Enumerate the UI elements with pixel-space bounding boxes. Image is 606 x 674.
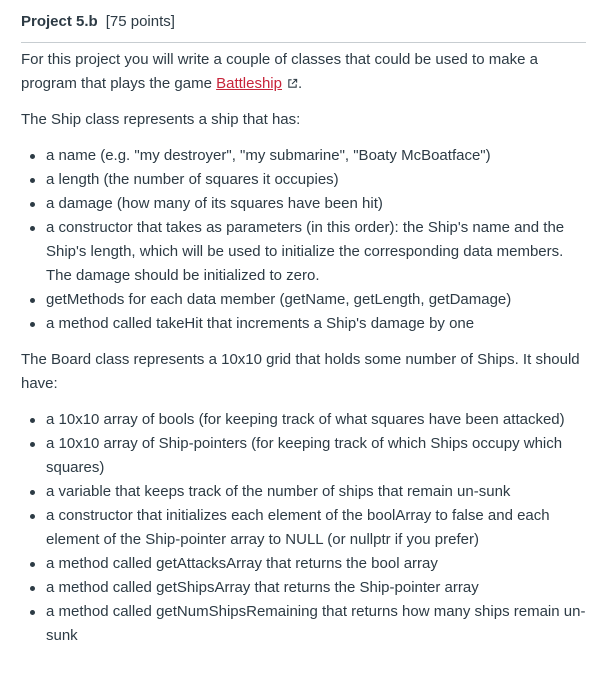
list-item: a name (e.g. "my destroyer", "my submarine", "Boaty McBoatface")	[46, 144, 586, 168]
list-item: a constructor that takes as parameters (in this order): the Ship's name and the Ship's length, which will be used to initialize the corresponding data members. The damage should be initialized to zero.	[46, 216, 586, 288]
assignment-header	[21, 0, 586, 43]
list-item: a constructor that initializes each element of the boolArray to false and each element of the Ship-pointer array to NULL (or nullptr if you prefer)	[46, 504, 586, 552]
battleship-link[interactable]: Battleship	[216, 75, 282, 92]
list-item: a variable that keeps track of the number of ships that remain un-sunk	[46, 480, 586, 504]
external-link-icon[interactable]	[287, 78, 298, 89]
list-item: a length (the number of squares it occupies)	[46, 168, 586, 192]
list-item: a 10x10 array of Ship-pointers (for keeping track of which Ships occupy which squares)	[46, 432, 586, 480]
list-item: a method called takeHit that increments a Ship's damage by one	[46, 312, 586, 336]
board-intro: The Board class represents a 10x10 grid that holds some number of Ships. It should have:	[21, 351, 580, 392]
assignment-description	[21, 48, 586, 648]
assignment-title: Project 5.b	[21, 12, 98, 30]
list-item: a damage (how many of its squares have been hit)	[46, 192, 586, 216]
list-item: getMethods for each data member (getName, getLength, getDamage)	[46, 288, 586, 312]
list-item: a method called getNumShipsRemaining that returns how many ships remain un-sunk	[46, 600, 586, 648]
list-item: a method called getShipsArray that returns the Ship-pointer array	[46, 576, 586, 600]
assignment-points: [75 points]	[105, 12, 175, 30]
list-item: a method called getAttacksArray that returns the bool array	[46, 552, 586, 576]
intro-text: For this project you will write a couple of classes that could be used to make a program that plays the game	[21, 51, 538, 92]
board-requirements-list	[21, 408, 586, 648]
ship-intro: The Ship class represents a ship that has:	[21, 111, 301, 128]
intro-paragraph	[21, 48, 586, 96]
ship-requirements-list	[21, 144, 586, 336]
list-item: a 10x10 array of bools (for keeping track of what squares have been attacked)	[46, 408, 586, 432]
intro-end: .	[297, 75, 303, 92]
